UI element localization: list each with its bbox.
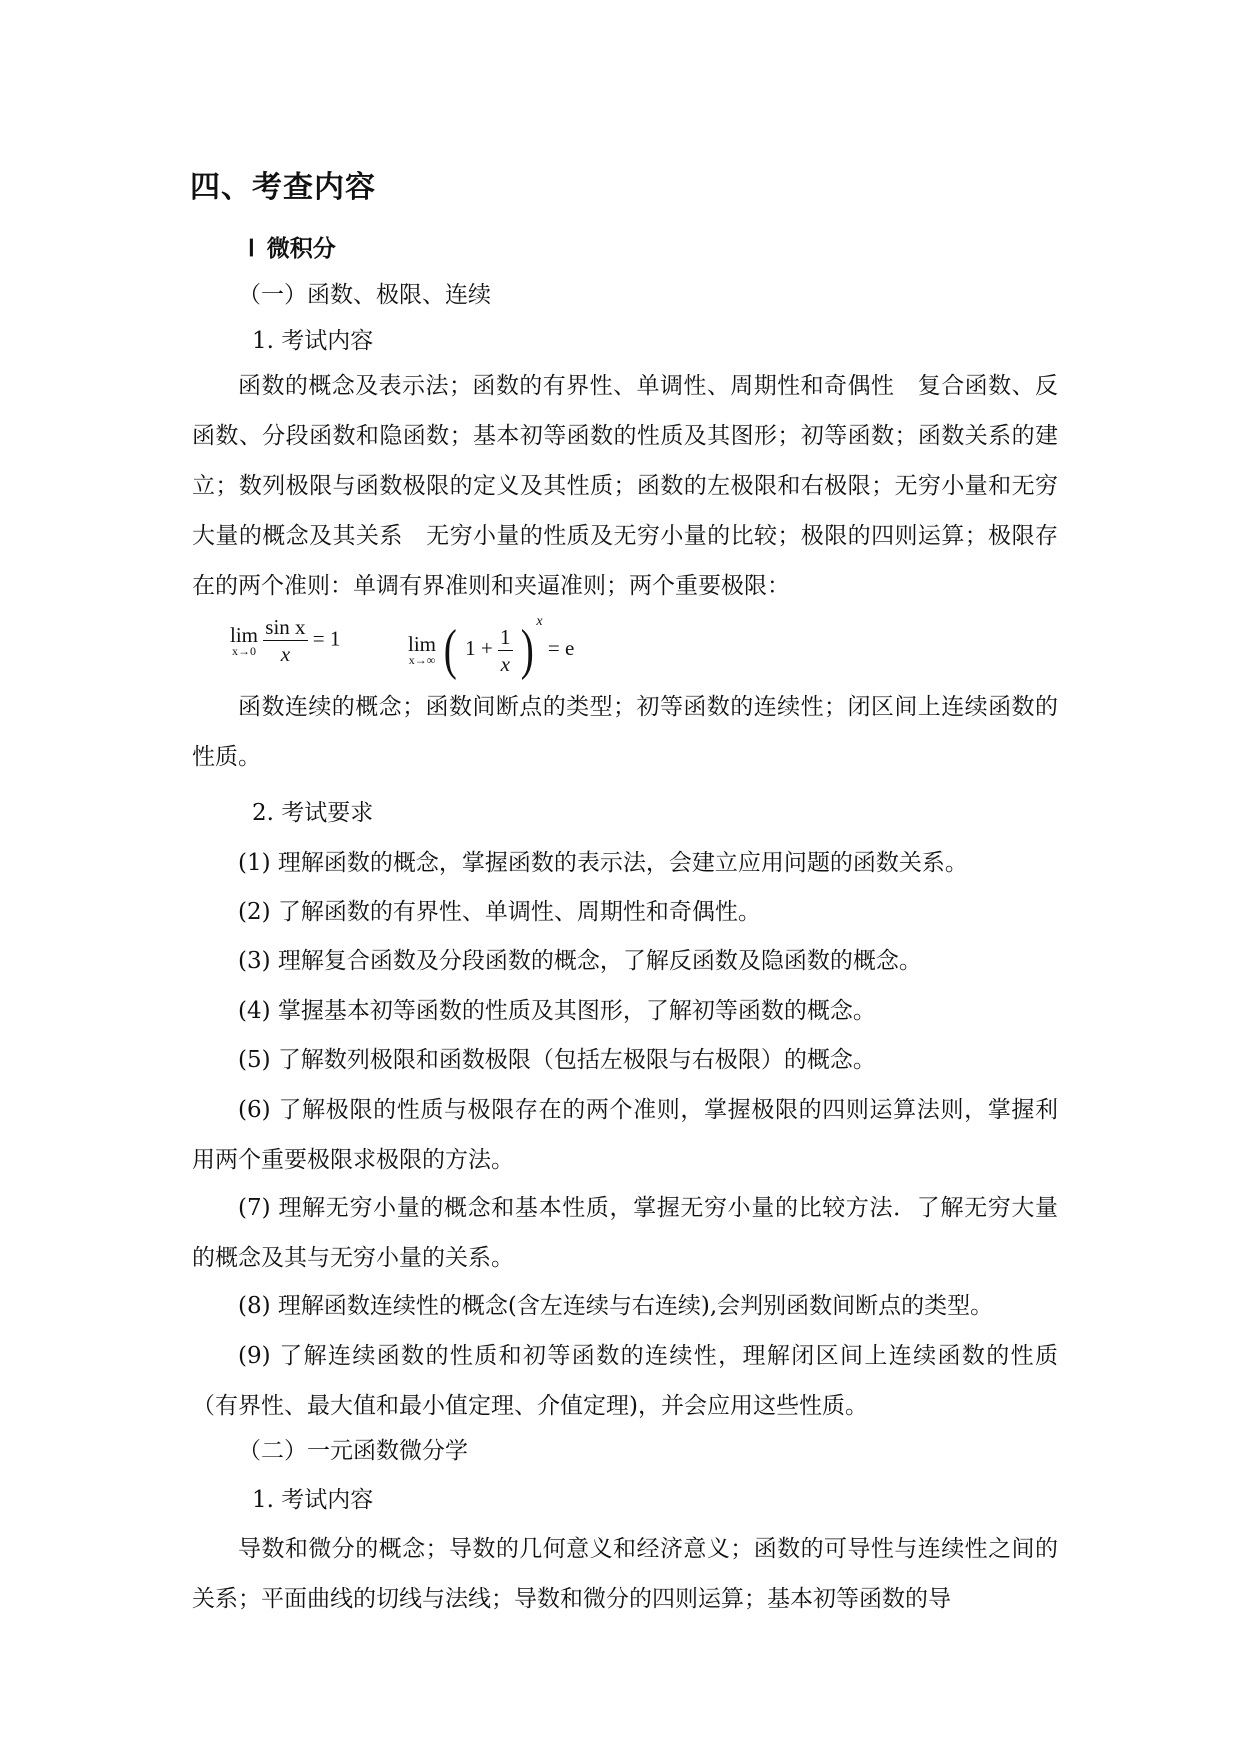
formula2-inner: 1 +	[465, 636, 493, 660]
chapter1-title: （一）函数、极限、连续	[238, 282, 491, 308]
formula1-rhs: = 1	[312, 626, 341, 651]
formula1-numerator: sin x	[265, 615, 306, 639]
formula2-lim: lim x→∞	[408, 632, 437, 668]
formula2-exponent: x	[536, 614, 543, 629]
requirement-item: (4) 掌握基本初等函数的性质及其图形，了解初等函数的概念。	[238, 998, 876, 1024]
requirement-item: (2) 了解函数的有界性、单调性、周期性和奇偶性。	[238, 899, 761, 925]
part-heading	[248, 230, 336, 263]
part-numeral: Ⅰ	[248, 236, 255, 261]
requirement-item: (7) 理解无穷小量的概念和基本性质，掌握无穷小量的比较方法．了解无穷大量的概念及其与无穷小量的关系。	[192, 1195, 1058, 1271]
formula2-fraction	[498, 624, 513, 677]
formula2-denominator: x	[500, 651, 510, 676]
formula1-lim-subscript: x→0	[232, 643, 256, 658]
formula-sinx-limit	[230, 614, 340, 667]
chapter2-title: （二）一元函数微分学	[238, 1438, 468, 1464]
chapter2-content-heading: 1. 考试内容	[252, 1487, 374, 1513]
formula2-right-paren: )	[520, 619, 534, 682]
formula1-lim: lim x→0	[230, 622, 259, 658]
requirement-item: (6) 了解极限的性质与极限存在的两个准则，掌握极限的四则运算法则，掌握利用两个重要极限求极限的方法。	[192, 1097, 1058, 1173]
chapter1-content-paragraph-1: 函数的概念及表示法；函数的有界性、单调性、周期性和奇偶性 复合函数、反函数、分段函数和隐函数；基本初等函数的性质及其图形；初等函数；函数关系的建立；数列极限与函数极限的定义及其性质；函数的左极限和右极限；无穷小量和无穷大量的概念及其关系 无穷小量的性质及无穷小量的比较；极限的四则运算；极限存在的两个准则：单调有界准则和夹逼准则；两个重要极限：	[192, 373, 1058, 599]
formula2-lim-subscript: x→∞	[408, 653, 436, 668]
requirement-item: (9) 了解连续函数的性质和初等函数的连续性，理解闭区间上连续函数的性质（有界性、最大值和最小值定理、介值定理)，并会应用这些性质。	[192, 1343, 1058, 1419]
chapter2-content-paragraph-1: 导数和微分的概念；导数的几何意义和经济意义；函数的可导性与连续性之间的关系；平面曲线的切线与法线；导数和微分的四则运算；基本初等函数的导	[192, 1536, 1058, 1612]
section-title: 四、考查内容	[190, 170, 376, 205]
chapter1-content-heading: 1. 考试内容	[252, 328, 374, 354]
formula2-left-paren: (	[444, 619, 458, 682]
formula1-denominator: x	[280, 642, 291, 666]
formula2-rhs: = e	[547, 636, 575, 660]
formula1-fraction	[263, 614, 307, 667]
requirement-item: (5) 了解数列极限和函数极限（包括左极限与右极限）的概念。	[238, 1047, 876, 1073]
part-name: 微积分	[266, 236, 336, 262]
requirement-item: (8) 理解函数连续性的概念(含左连续与右连续),会判别函数间断点的类型。	[238, 1293, 994, 1319]
formula-e-limit	[408, 614, 575, 682]
formula2-numerator: 1	[500, 624, 511, 649]
chapter1-content-paragraph-2: 函数连续的概念；函数间断点的类型；初等函数的连续性；闭区间上连续函数的性质。	[192, 694, 1058, 770]
chapter1-requirements-heading: 2. 考试要求	[252, 800, 374, 826]
requirement-item: (3) 理解复合函数及分段函数的概念，了解反函数及隐函数的概念。	[238, 948, 922, 974]
requirement-item: (1) 理解函数的概念，掌握函数的表示法，会建立应用问题的函数关系。	[238, 850, 968, 876]
